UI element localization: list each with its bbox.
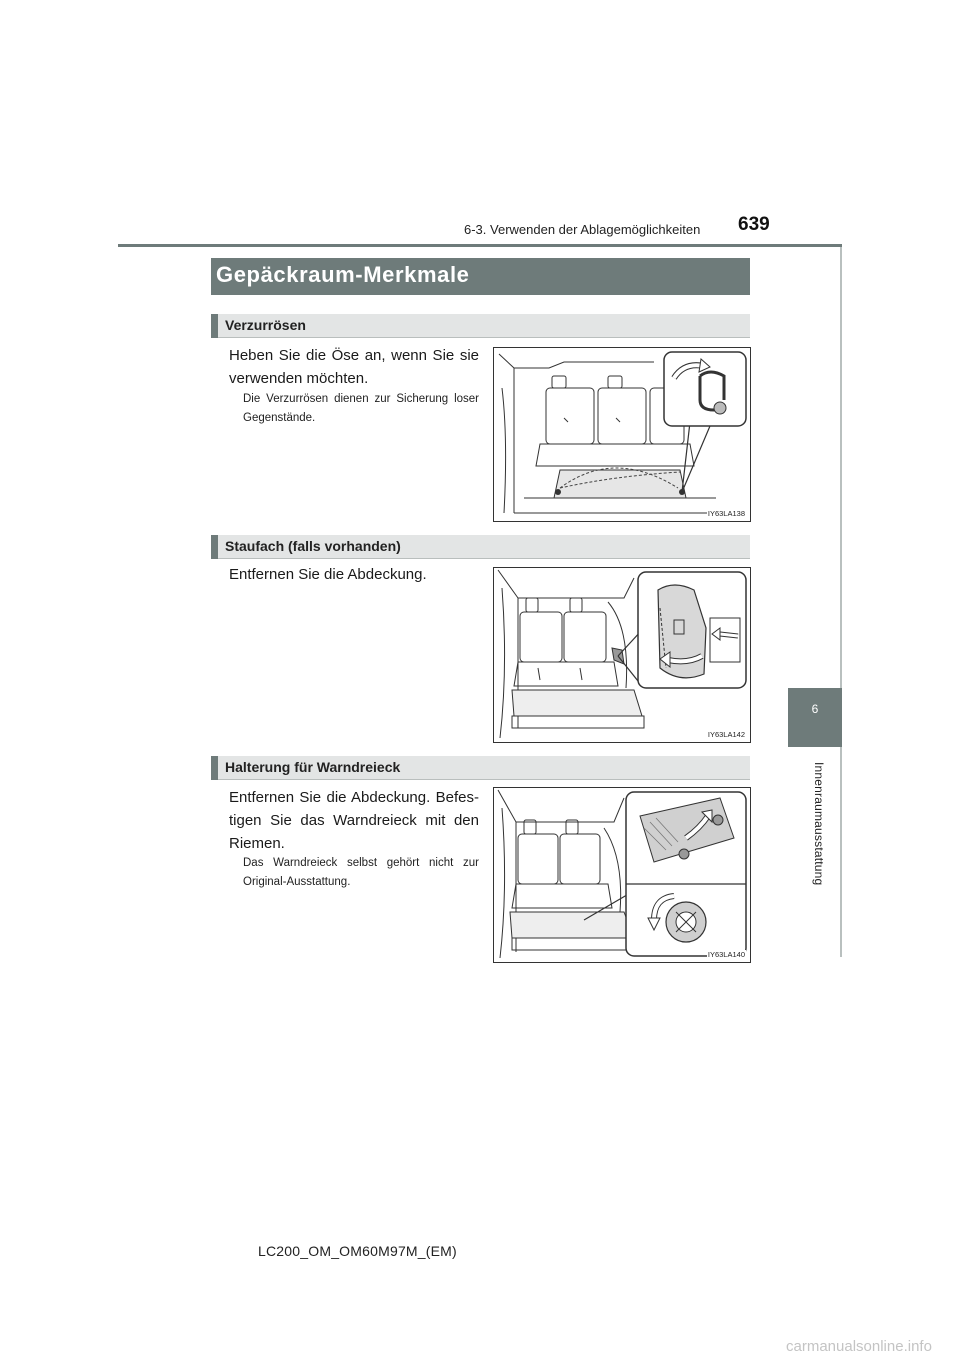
subheading-text: Staufach (falls vorhanden) bbox=[225, 538, 401, 554]
running-header-section: 6-3. Verwenden der Ablagemöglichkeiten bbox=[464, 222, 701, 237]
instruction-text: Entfernen Sie die Abdeckung. bbox=[229, 566, 427, 583]
note-text: Die Verzurrösen dienen zur Sicherung loser Gegenstände. bbox=[243, 393, 479, 424]
footer-document-code: LC200_OM_OM60M97M_(EM) bbox=[258, 1243, 457, 1259]
subheading-text: Halterung für Warndreieck bbox=[225, 759, 401, 775]
instruction-text: Heben Sie die Öse an, wenn Sie sie verwenden möchten. bbox=[229, 347, 479, 387]
chapter-tab bbox=[788, 688, 842, 747]
chapter-tab-label: Innenraumausstattung bbox=[812, 762, 826, 886]
cargo-area-illustration bbox=[494, 348, 750, 521]
page-number: 639 bbox=[738, 214, 770, 235]
figure-code: IY63LA142 bbox=[707, 730, 745, 739]
page-title: Gepäckraum-Merkmale bbox=[216, 262, 470, 287]
figure-tie-down-eyes bbox=[493, 347, 751, 522]
storage-compartment-illustration bbox=[494, 568, 750, 742]
subheading-text: Verzurrösen bbox=[225, 317, 306, 333]
note-text: Das Warndreieck selbst gehört nicht zur Original-Ausstattung. bbox=[243, 857, 479, 888]
watermark: carmanualsonline.info bbox=[786, 1338, 932, 1355]
side-rule bbox=[840, 247, 842, 957]
subheading-tie-down-eyes bbox=[211, 314, 750, 338]
main-title-bar bbox=[211, 258, 750, 295]
figure-code: IY63LA140 bbox=[707, 950, 745, 959]
instruction-text: Entfernen Sie die Abdeckung. Befes-tigen Sie das Warndreieck mit den Riemen. bbox=[229, 789, 479, 852]
figure-storage-compartment bbox=[493, 567, 751, 743]
header-rule bbox=[118, 244, 842, 247]
warning-triangle-holder-illustration bbox=[494, 788, 750, 962]
chapter-tab-number: 6 bbox=[811, 702, 819, 716]
figure-code: IY63LA138 bbox=[707, 509, 745, 518]
subheading-storage-compartment bbox=[211, 535, 750, 559]
figure-warning-triangle-holder bbox=[493, 787, 751, 963]
subheading-warning-triangle-holder bbox=[211, 756, 750, 780]
